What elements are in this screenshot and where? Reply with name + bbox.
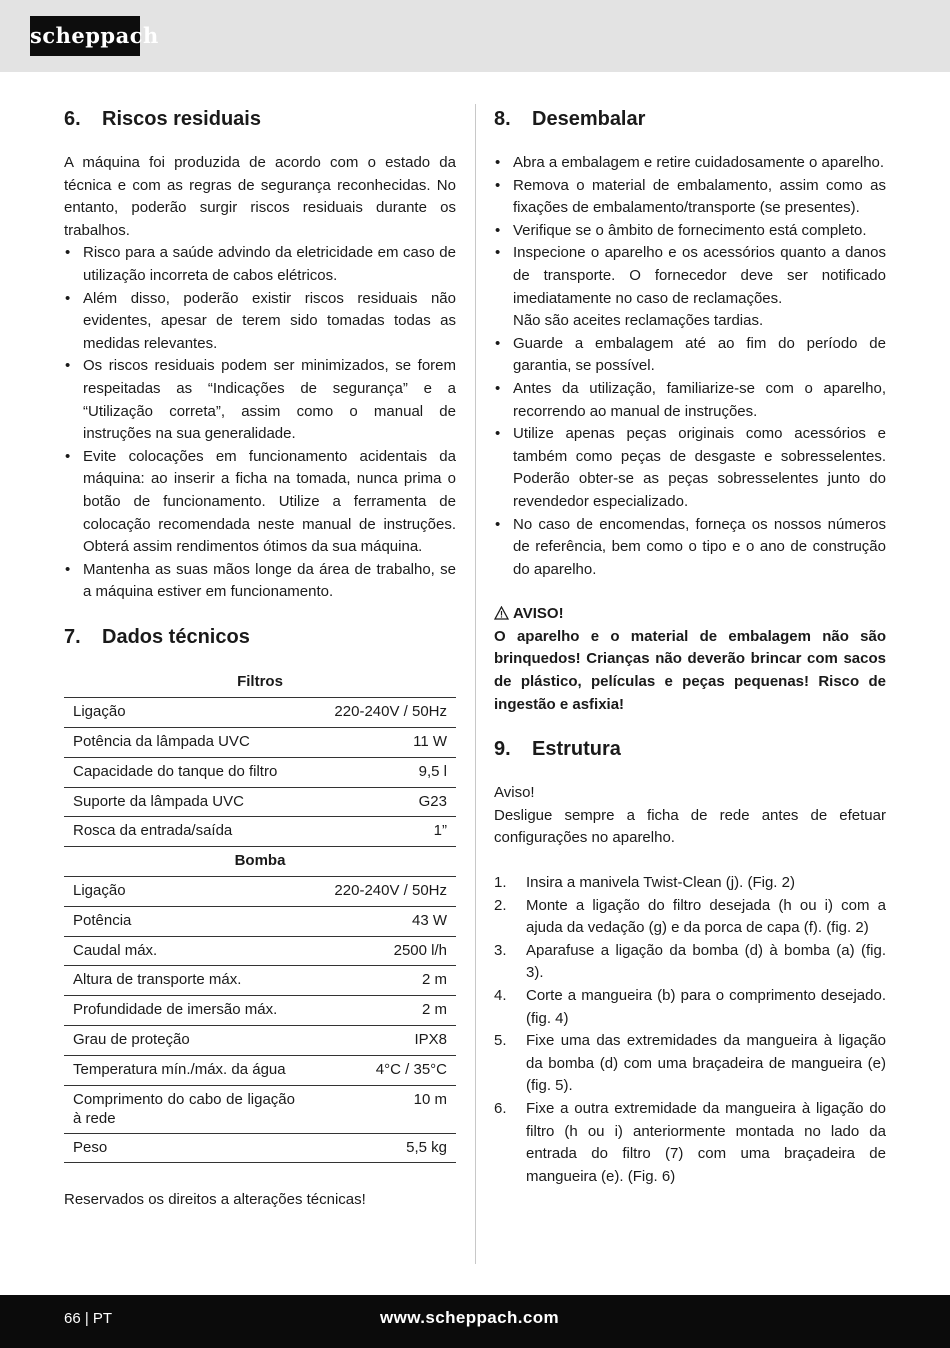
spec-value: 2500 l/h <box>304 936 456 966</box>
list-item <box>494 940 886 985</box>
table-row <box>64 757 456 787</box>
table-row <box>64 1025 456 1055</box>
column-divider <box>475 104 476 1264</box>
warning-title-text: AVISO! <box>513 605 564 623</box>
spec-value: 2 m <box>304 966 456 996</box>
spec-label: Suporte da lâmpada UVC <box>64 787 304 817</box>
section-8-heading <box>494 104 886 134</box>
spec-value: 220-240V / 50Hz <box>304 876 456 906</box>
step-text: Insira a manivela Twist-Clean (j). (Fig. 2) <box>526 874 795 892</box>
section-title: Desembalar <box>532 108 646 130</box>
table-row <box>64 936 456 966</box>
spec-label: Comprimento do cabo de ligação à rede <box>64 1085 304 1133</box>
table-row <box>64 876 456 906</box>
section-title: Dados técnicos <box>102 625 250 648</box>
table-section-header <box>64 668 456 698</box>
list-item <box>494 1030 886 1098</box>
notice-title: Aviso! <box>494 784 535 802</box>
warning-title <box>494 603 886 626</box>
step-number: 1. <box>494 874 507 892</box>
header-band <box>0 0 950 72</box>
section-number: 9. <box>494 738 511 761</box>
table-row <box>64 996 456 1026</box>
table-row <box>64 817 456 847</box>
spec-value: G23 <box>304 787 456 817</box>
warning-triangle-icon <box>494 606 509 620</box>
notice-text: Desligue sempre a ficha de rede antes de efetuar configurações no aparelho. <box>494 806 886 847</box>
step-text: Corte a mangueira (b) para o comprimento desejado. (fig. 4) <box>526 987 886 1027</box>
step-number: 5. <box>494 1032 507 1050</box>
list-item: • Mantenha as suas mãos longe da área de trabalho, se a máquina estiver em funcionamento. <box>64 559 456 604</box>
table-row <box>64 1055 456 1085</box>
list-item: • Guarde a embalagem até ao fim do período de garantia, se possível. <box>494 333 886 378</box>
section-number: 6. <box>64 108 81 130</box>
page-footer <box>0 1295 950 1348</box>
spec-label: Ligação <box>64 698 304 728</box>
list-item: • Os riscos residuais podem ser minimizados, se forem respeitadas as “Indicações de segurança” e a “Utilização correta”, assim como o manual de instruções na sua generalidade. <box>64 355 456 445</box>
table-row <box>64 1085 456 1133</box>
list-item: • Utilize apenas peças originais como acessórios e também como peças de desgaste e sobresselentes. Poderão obter-se as peças sobresselentes junto do revendedor especializado. <box>494 423 886 513</box>
section-number: 8. <box>494 108 511 130</box>
section-number: 7. <box>64 625 81 648</box>
table-row <box>64 787 456 817</box>
spec-label: Profundidade de imersão máx. <box>64 996 304 1026</box>
list-item-extra: Não são aceites reclamações tardias. <box>513 312 764 330</box>
spec-label: Ligação <box>64 876 304 906</box>
spec-label: Capacidade do tanque do filtro <box>64 757 304 787</box>
step-number: 4. <box>494 987 507 1004</box>
step-number: 3. <box>494 941 507 959</box>
spec-value: 1” <box>304 817 456 847</box>
warning-block <box>494 603 886 716</box>
table-row <box>64 1133 456 1163</box>
table-row <box>64 698 456 728</box>
list-item: • Antes da utilização, familiarize-se com o aparelho, recorrendo ao manual de instruções. <box>494 378 886 423</box>
section-7-heading <box>64 622 456 652</box>
residual-risks-list <box>64 242 456 604</box>
spec-value: 11 W <box>304 727 456 757</box>
list-item: • Além disso, poderão existir riscos residuais não evidentes, apesar de terem sido tomadas todas as medidas relevantes. <box>64 288 456 356</box>
assembly-steps <box>494 872 886 1188</box>
list-item <box>494 895 886 940</box>
spec-value: IPX8 <box>304 1025 456 1055</box>
step-number: 6. <box>494 1099 507 1117</box>
spec-value: 4°C / 35°C <box>304 1055 456 1085</box>
list-item <box>494 242 886 332</box>
brand-logo: scheppach <box>30 16 140 56</box>
table-row <box>64 906 456 936</box>
spec-value: 43 W <box>304 906 456 936</box>
spec-value: 5,5 kg <box>304 1133 456 1163</box>
table-row <box>64 727 456 757</box>
spec-label: Peso <box>64 1133 304 1163</box>
right-column <box>494 104 886 1188</box>
pump-header: Bomba <box>64 847 456 877</box>
step-number: 2. <box>494 896 507 914</box>
unpacking-list <box>494 152 886 581</box>
spec-label: Potência <box>64 906 304 936</box>
step-text: Fixe uma das extremidades da mangueira à ligação da bomba (d) com uma braçadeira de mangueira (e) (fig. 5). <box>526 1032 886 1095</box>
list-item <box>494 1098 886 1188</box>
step-text: Fixe a outra extremidade da mangueira à ligação do filtro (h ou i) anteriormente montada no lado da entrada do filtro (7) com uma braçadeira de mangueira (e). (Fig. 6) <box>526 1099 886 1185</box>
list-item-text: Inspecione o aparelho e os acessórios quanto a danos de transporte. O fornecedor deve ser notificado imediatamente no caso de reclamações. <box>513 244 886 307</box>
table-section-header <box>64 847 456 877</box>
spec-label: Grau de proteção <box>64 1025 304 1055</box>
section-6-intro: A máquina foi produzida de acordo com o estado da técnica e com as regras de segurança reconhecidas. No entanto, poderão surgir riscos residuais durante os trabalhos. <box>64 154 456 239</box>
spec-value: 10 m <box>304 1085 456 1133</box>
section-title: Riscos residuais <box>102 108 261 130</box>
website-url: www.scheppach.com <box>380 1308 560 1327</box>
list-item: • Remova o material de embalamento, assim como as fixações de embalamento/transporte (se presentes). <box>494 175 886 220</box>
list-item: • Risco para a saúde advindo da eletricidade em caso de utilização incorreta de cabos elétricos. <box>64 242 456 287</box>
spec-label: Caudal máx. <box>64 936 304 966</box>
spec-label: Rosca da entrada/saída <box>64 817 304 847</box>
spec-label: Temperatura mín./máx. da água <box>64 1055 304 1085</box>
spec-value: 220-240V / 50Hz <box>304 698 456 728</box>
filter-header: Filtros <box>64 668 456 698</box>
step-text: Monte a ligação do filtro desejada (h ou i) com a ajuda da vedação (g) e da porca de capa (f). (fig. 2) <box>526 896 886 937</box>
list-item: • Evite colocações em funcionamento acidentais da máquina: ao inserir a ficha na tomada, nunca prima o botão de funcionamento. Utilize a ferramenta de colocação recomendada neste manual de instruções. Obterá assim rendimentos ótimos da sua máquina. <box>64 446 456 559</box>
spec-label: Altura de transporte máx. <box>64 966 304 996</box>
list-item: • Verifique se o âmbito de fornecimento está completo. <box>494 220 886 243</box>
section-6-heading <box>64 104 456 134</box>
spec-value: 9,5 l <box>304 757 456 787</box>
technical-data-table <box>64 668 456 1163</box>
spec-value: 2 m <box>304 996 456 1026</box>
section-title: Estrutura <box>532 738 621 761</box>
step-text: Aparafuse a ligação da bomba (d) à bomba (a) (fig. 3). <box>526 941 886 982</box>
list-item <box>494 985 886 1030</box>
list-item: • Abra a embalagem e retire cuidadosamente o aparelho. <box>494 152 886 175</box>
table-row <box>64 966 456 996</box>
section-9-heading <box>494 734 886 764</box>
list-item: • No caso de encomendas, forneça os nossos números de referência, bem como o tipo e o ano de construção do aparelho. <box>494 514 886 582</box>
left-column <box>64 104 456 1212</box>
spec-label: Potência da lâmpada UVC <box>64 727 304 757</box>
list-item <box>494 872 886 895</box>
technical-changes-note: Reservados os direitos a alterações técnicas! <box>64 1191 366 1209</box>
warning-text: O aparelho e o material de embalagem não são brinquedos! Crianças não deverão brincar com sacos de plástico, películas e peças pequenas! Risco de ingestão e asfixia! <box>494 627 886 713</box>
page-number: 66 | PT <box>64 1310 113 1327</box>
